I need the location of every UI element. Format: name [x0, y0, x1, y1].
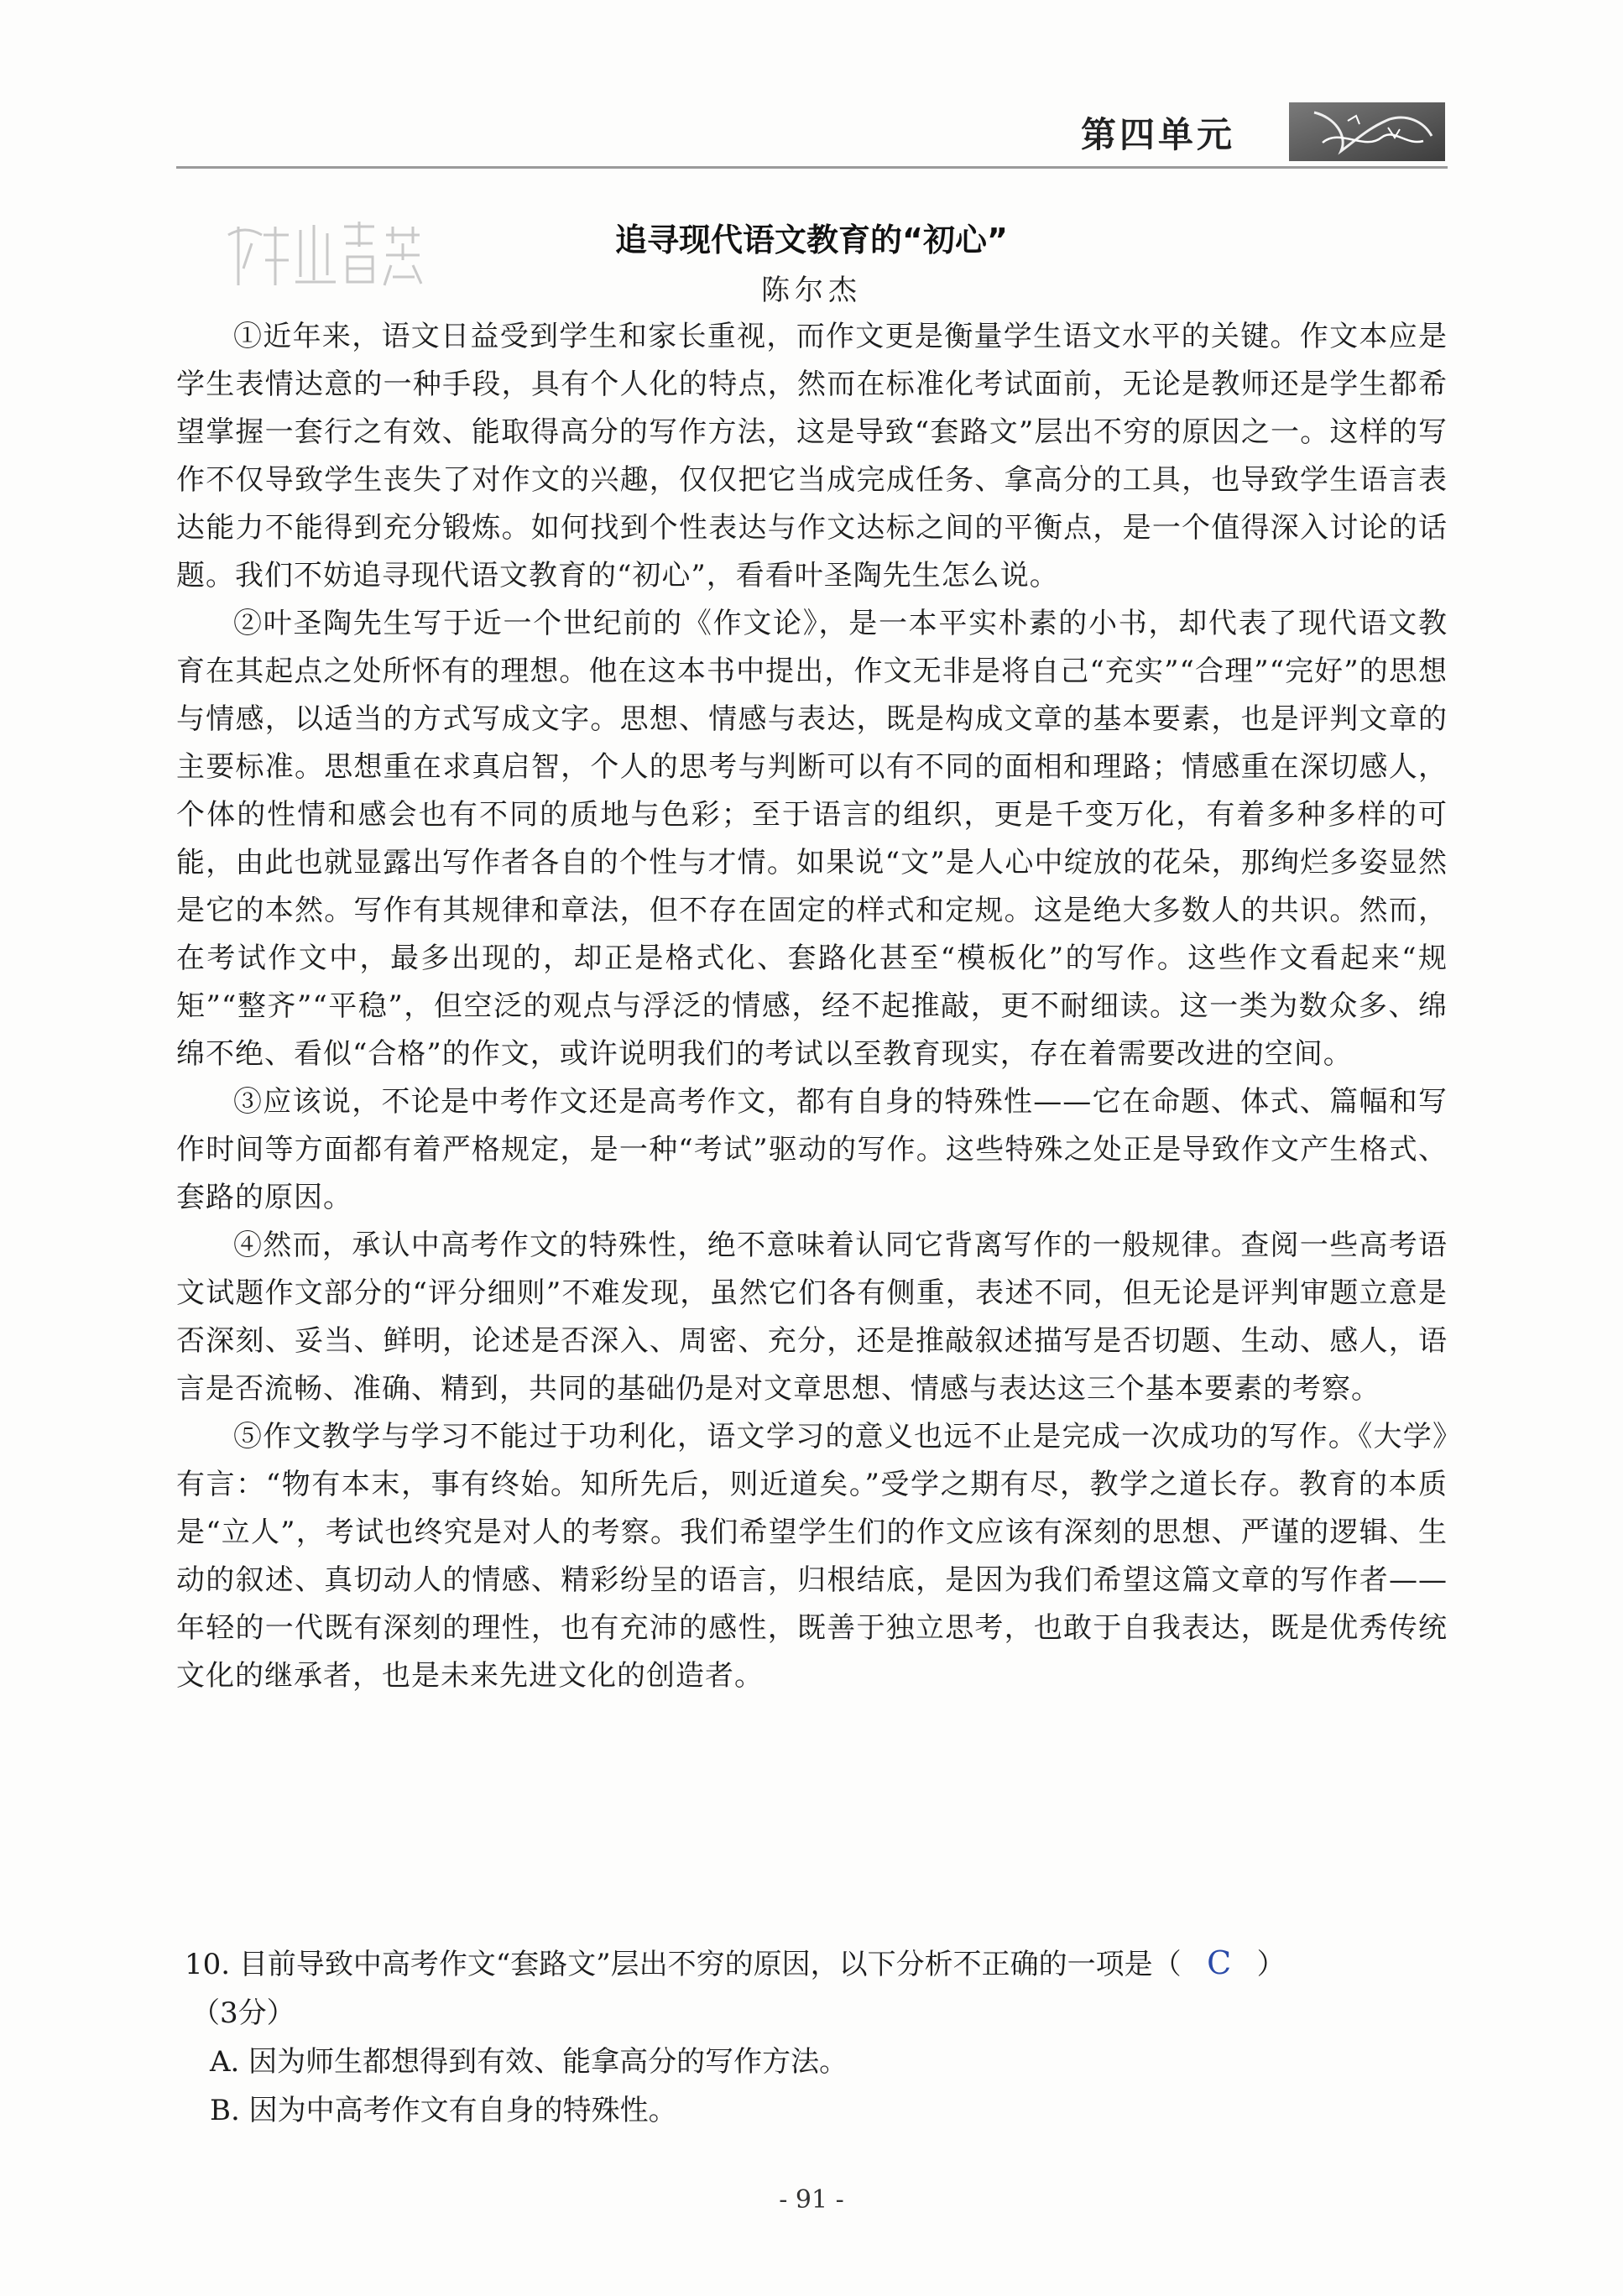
option-a: A. 因为师生都想得到有效、能拿高分的写作方法。 [210, 2045, 848, 2079]
question-stem-line [185, 1939, 1448, 1989]
question-stem: 10. 目前导致中高考作文“套路文”层出不穷的原因，以下分析不正确的一项是（ [185, 1948, 1182, 1981]
question-close-paren: ） [1256, 1948, 1286, 1981]
article-author: 陈尔杰 [761, 274, 862, 307]
paragraph-4: ④然而，承认中高考作文的特殊性，绝不意味着认同它背离写作的一般规律。查阅一些高考语文试题作文部分的“评分细则”不难发现，虽然它们各有侧重，表述不同，但无论是评判审题立意是否深刻、妥当、鲜明，论述是否深入、周密、充分，还是推敲叙述描写是否切题、生动、感人，语言是否流畅、准确、精到，共同的基础仍是对文章思想、情感与表达这三个基本要素的考察。 [176, 1229, 1448, 1406]
brand-logo [1289, 102, 1445, 161]
question-score: （3分） [191, 1996, 295, 2030]
header-divider [176, 166, 1448, 169]
paragraph-1: ①近年来，语文日益受到学生和家长重视，而作文更是衡量学生语文水平的关键。作文本应是学生表情达意的一种手段，具有个人化的特点，然而在标准化考试面前，无论是教师还是学生都希望掌握一套行之有效、能取得高分的写作方法，这是导致“套路文”层出不穷的原因之一。这样的写作不仅导致学生丧失了对作文的兴趣，仅仅把它当成完成任务、拿高分的工具，也导致学生语言表达能力不能得到充分锻炼。如何找到个性表达与作文达标之间的平衡点，是一个值得深入讨论的话题。我们不妨追寻现代语文教育的“初心”，看看叶圣陶先生怎么说。 [176, 320, 1448, 592]
paragraph-5: ⑤作文教学与学习不能过于功利化，语文学习的意义也远不止是完成一次成功的写作。《大学》有言：“物有本末，事有终始。知所先后，则近道矣。”受学之期有尽，教学之道长存。教育的本质是“立人”，考试也终究是对人的考察。我们希望学生们的作文应该有深刻的思想、严谨的逻辑、生动的叙述、真切动人的情感、精彩纷呈的语言，归根结底，是因为我们希望这篇文章的写作者——年轻的一代既有深刻的理性，也有充沛的感性，既善于独立思考，也敢于自我表达，既是优秀传统文化的继承者，也是未来先进文化的创造者。 [176, 1420, 1448, 1693]
article-body [176, 313, 1448, 1700]
question-10 [185, 1939, 1448, 2135]
page-number: - 91 - [779, 2185, 844, 2215]
paragraph-2: ②叶圣陶先生写于近一个世纪前的《作文论》，是一本平实朴素的小书，却代表了现代语文教育在其起点之处所怀有的理想。他在这本书中提出，作文无非是将自己“充实”“合理”“完好”的思想与情感，以适当的方式写成文字。思想、情感与表达，既是构成文章的基本要素，也是评判文章的主要标准。思想重在求真启智，个人的思考与判断可以有不同的面相和理路；情感重在深切感人，个体的性情和感会也有不同的质地与色彩；至于语言的组织，更是千变万化，有着多种多样的可能，由此也就显露出写作者各自的个性与才情。如果说“文”是人心中绽放的花朵，那绚烂多姿显然是它的本然。写作有其规律和章法，但不存在固定的样式和定规。这是绝大多数人的共识。然而，在考试作文中，最多出现的，却正是格式化、套路化甚至“模板化”的写作。这些作文看起来“规矩”“整齐”“平稳”，但空泛的观点与浮泛的情感，经不起推敲，更不耐细读。这一类为数众多、绵绵不绝、看似“合格”的作文，或许说明我们的考试以至教育现实，存在着需要改进的空间。 [176, 607, 1448, 1071]
option-b: B. 因为中高考作文有自身的特殊性。 [210, 2094, 677, 2127]
answer-mark: C [1207, 1944, 1232, 1981]
unit-title: 第四单元 [1081, 114, 1236, 155]
article-title: 追寻现代语文教育的“初心” [615, 222, 1008, 258]
paragraph-3: ③应该说，不论是中考作文还是高考作文，都有自身的特殊性——它在命题、体式、篇幅和写作时间等方面都有着严格规定，是一种“考试”驱动的写作。这些特殊之处正是导致作文产生格式、套路的原因。 [176, 1085, 1448, 1214]
